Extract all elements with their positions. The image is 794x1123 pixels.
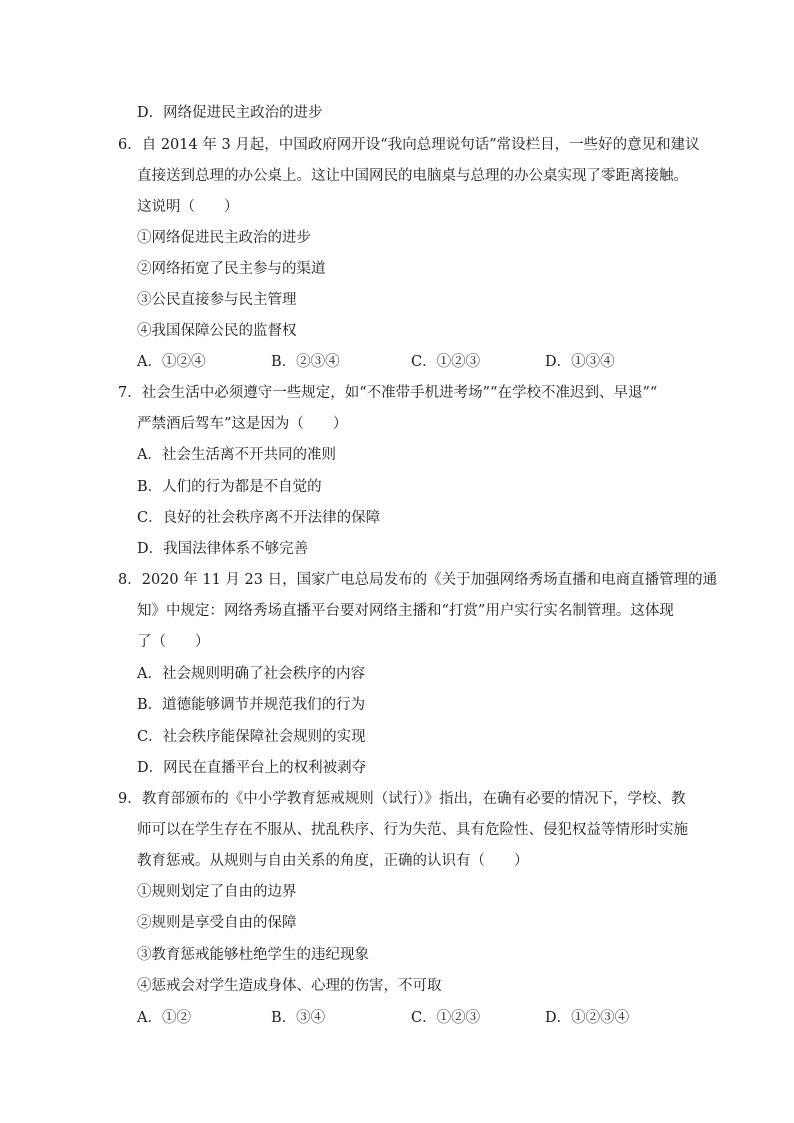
q8-stem-line3: 了（ ） <box>137 634 210 650</box>
q9-stem-line2: 师可以在学生存在不服从、扰乱秩序、行为失范、具有危险性、侵犯权益等情形时实施 <box>137 822 688 838</box>
q5-option-d: D．网络促进民主政治的进步 <box>137 105 323 121</box>
q9-stem-line3: 教育惩戒。从规则与自由关系的角度，正确的认识有（ ） <box>137 853 529 869</box>
q7-option-b: B．人们的行为都是不自觉的 <box>137 479 322 495</box>
q6-item-4: ④我国保障公民的监督权 <box>137 323 297 339</box>
q6-stem-line1: 6．自 2014 年 3 月起，中国政府网开设“我向总理说句话”常设栏目，一些好的意见和建议 <box>118 137 700 153</box>
q6-options <box>137 352 615 372</box>
q7-option-d: D．我国法律体系不够完善 <box>137 541 309 557</box>
q6-item-3: ③公民直接参与民主管理 <box>137 292 297 308</box>
q8-stem-line1: 8．2020 年 11 月 23 日，国家广电总局发布的《关于加强网络秀场直播和电商直播管理的通 <box>118 572 718 588</box>
q6-option-c: C．①②③ <box>411 354 481 370</box>
q8-option-c: C．社会秩序能保障社会规则的实现 <box>137 729 366 745</box>
q7-option-c: C．良好的社会秩序离不开法律的保障 <box>137 510 381 526</box>
q9-option-b: B．③④ <box>271 1010 326 1026</box>
q8-stem-line2: 知》中规定：网络秀场直播平台要对网络主播和“打赏”用户实行实名制管理。这体现 <box>137 603 674 619</box>
q9-option-a: A．①② <box>137 1010 191 1026</box>
q6-option-b: B．②③④ <box>271 354 340 370</box>
q9-option-c: C．①②③ <box>411 1010 481 1026</box>
q9-item-4: ④惩戒会对学生造成身体、心理的伤害，不可取 <box>137 978 442 994</box>
q6-option-d: D．①③④ <box>545 354 615 370</box>
q8-option-d: D．网民在直播平台上的权利被剥夺 <box>137 760 367 776</box>
q7-stem-line2: 严禁酒后驾车”这是因为（ ） <box>137 416 348 432</box>
q7-stem-line1: 7．社会生活中必须遵守一些规定，如“不准带手机进考场”“在学校不准迟到、早退”“ <box>118 385 658 401</box>
q9-stem-line1: 9．教育部颁布的《中小学教育惩戒规则（试行）》指出，在确有必要的情况下，学校、教 <box>118 791 686 807</box>
q9-option-d: D．①②③④ <box>545 1010 630 1026</box>
q7-option-a: A．社会生活离不开共同的准则 <box>137 447 336 463</box>
q6-item-2: ②网络拓宽了民主参与的渠道 <box>137 261 326 277</box>
q8-option-a: A．社会规则明确了社会秩序的内容 <box>137 666 365 682</box>
q9-item-2: ②规则是享受自由的保障 <box>137 915 297 931</box>
q9-item-3: ③教育惩戒能够杜绝学生的违纪现象 <box>137 947 369 963</box>
q9-item-1: ①规则划定了自由的边界 <box>137 884 297 900</box>
q6-stem-line3: 这说明（ ） <box>137 199 239 215</box>
q6-option-a: A．①②④ <box>137 354 206 370</box>
q8-option-b: B．道德能够调节并规范我们的行为 <box>137 697 366 713</box>
q9-options <box>137 1008 629 1028</box>
q6-item-1: ①网络促进民主政治的进步 <box>137 230 311 246</box>
q6-stem-line2: 直接送到总理的办公桌上。这让中国网民的电脑桌与总理的办公桌实现了零距离接触。 <box>137 168 688 184</box>
